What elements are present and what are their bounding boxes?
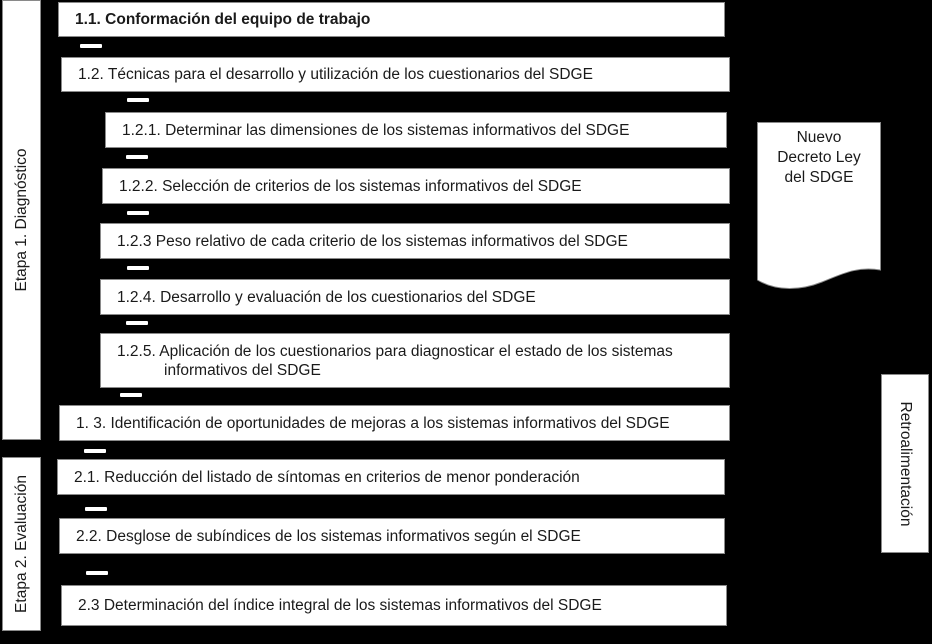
connector — [86, 571, 108, 575]
step-1-2-1-label: 1.2.1. Determinar las dimensiones de los sistemas informativos del SDGE — [122, 121, 630, 139]
connector — [127, 98, 149, 102]
step-1-2-1 — [105, 112, 727, 148]
step-2-1-label: 2.1. Reducción del listado de síntomas en criterios de menor ponderación — [74, 468, 580, 486]
document-line-1: Nuevo — [796, 129, 842, 146]
connector — [84, 449, 106, 453]
document-nuevo-decreto-ley — [757, 122, 881, 292]
step-1-2-label: 1.2. Técnicas para el desarrollo y utilización de los cuestionarios del SDGE — [78, 66, 593, 83]
connector — [126, 321, 148, 325]
connector — [127, 211, 149, 215]
stage-1-diagnostico — [2, 0, 41, 440]
connector — [126, 155, 148, 159]
step-1-1 — [58, 2, 725, 37]
step-1-2-4 — [100, 279, 730, 315]
document-line-2: Decreto Ley — [777, 149, 861, 166]
step-1-1-label: 1.1. Conformación del equipo de trabajo — [75, 11, 371, 28]
step-1-2-2-label: 1.2.2. Selección de criterios de los sistemas informativos del SDGE — [119, 177, 582, 195]
step-1-2-4-label: 1.2.4. Desarrollo y evaluación de los cuestionarios del SDGE — [117, 288, 536, 306]
stage-1-label: Etapa 1. Diagnóstico — [12, 148, 30, 292]
document-line-3: del SDGE — [784, 169, 854, 186]
connector — [127, 266, 149, 270]
step-1-2-5-label-line2: informativos del SDGE — [164, 361, 321, 379]
step-1-2-3-label: 1.2.3 Peso relativo de cada criterio de los sistemas informativos del SDGE — [117, 232, 628, 250]
stage-2-evaluacion — [2, 457, 41, 631]
feedback-label: Retroalimentación — [897, 401, 914, 526]
step-1-3 — [59, 405, 730, 441]
step-2-3 — [61, 585, 727, 626]
step-1-2-2 — [102, 168, 730, 204]
step-2-2 — [59, 518, 725, 554]
feedback-box — [881, 374, 929, 553]
step-2-1 — [57, 459, 725, 495]
step-2-3-label: 2.3 Determinación del índice integral de los sistemas informativos del SDGE — [78, 597, 602, 614]
step-1-2-5 — [100, 333, 730, 388]
step-1-2-3 — [100, 223, 730, 259]
step-1-3-label: 1. 3. Identificación de oportunidades de mejoras a los sistemas informativos del SDGE — [76, 414, 670, 432]
step-1-2-5-number: 1.2.5. — [117, 342, 156, 360]
step-2-2-label: 2.2. Desglose de subíndices de los sistemas informativos según el SDGE — [76, 527, 581, 545]
step-1-2 — [61, 57, 730, 92]
connector — [80, 44, 102, 48]
step-1-2-5-label-line1: Aplicación de los cuestionarios para diagnosticar el estado de los sistemas — [159, 342, 673, 360]
stage-2-label: Etapa 2. Evaluación — [12, 475, 30, 613]
connector — [120, 393, 142, 397]
connector — [85, 507, 107, 511]
